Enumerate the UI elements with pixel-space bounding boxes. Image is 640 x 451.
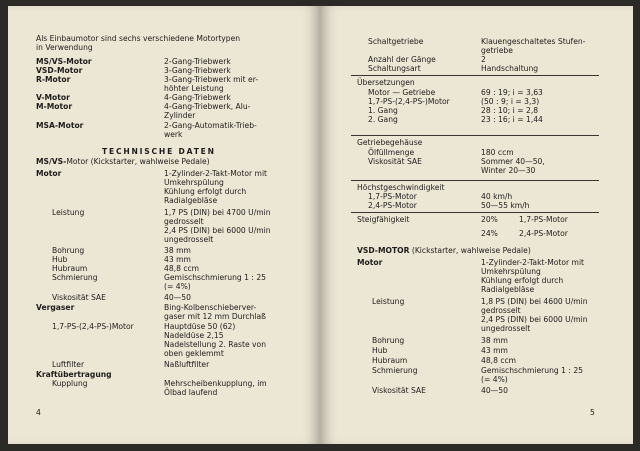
spec-label: Hubraum: [52, 264, 88, 273]
motor-type-desc: 3-Gang-Triebwerk: [164, 66, 231, 75]
gehaeuse-value: Sommer 40—50,: [481, 157, 545, 166]
motor-value: Umkehrspülung: [481, 267, 541, 276]
spec-label: Hubraum: [372, 356, 408, 365]
spec-label: Hub: [52, 255, 68, 264]
hoechst-value: 40 km/h: [481, 192, 513, 201]
hoechst-label: 2,4-PS-Motor: [368, 201, 417, 210]
gaenge-value: 2: [481, 55, 486, 64]
spec-label: Schmierung: [372, 366, 418, 375]
section-title: TECHNISCHE DATEN: [102, 147, 216, 156]
subheading: [36, 158, 210, 167]
spec-value: 48,8 ccm: [481, 356, 517, 365]
spec-label: Leistung: [52, 208, 85, 217]
spec-label: Hub: [372, 346, 388, 355]
motor-type-desc: 2-Gang-Triebwerk: [164, 57, 231, 66]
spec-value: 43 mm: [164, 255, 191, 264]
spec-value: gedrosselt: [164, 217, 204, 226]
spec-label: Leistung: [372, 297, 405, 306]
spec-label: Bohrung: [372, 336, 405, 345]
spec-value: 43 mm: [481, 346, 508, 355]
divider: [351, 75, 599, 76]
uebersetzung-label: 1,7-PS-(2,4-PS-)Motor: [368, 97, 450, 106]
motor-type-desc: 3-Gang-Triebwerk mit er-: [164, 75, 259, 84]
gehaeuse-title: Getriebegehäuse: [357, 138, 423, 147]
spec-value: ungedrosselt: [164, 235, 214, 244]
steig-motor: 1,7-PS-Motor: [519, 215, 568, 224]
spec-label: Bohrung: [52, 246, 85, 255]
hoechst-title: Höchstgeschwindigkeit: [357, 183, 445, 192]
motor-type-desc: 4-Gang-Triebwerk: [164, 93, 231, 102]
spec-value: 1,7 PS (DIN) bei 4700 U/min: [164, 208, 271, 217]
spec-value: (= 4%): [164, 282, 191, 291]
divider: [351, 180, 599, 181]
gehaeuse-label: Viskosität SAE: [368, 157, 422, 166]
motor-type-desc: 2-Gang-Automatik-Trieb-: [164, 121, 257, 130]
vergaser-value: Bing-Kolbenschieberver-: [164, 303, 257, 312]
motor-value: 1-Zylinder-2-Takt-Motor mit: [481, 258, 585, 267]
spec-value: 2,4 PS (DIN) bei 6000 U/min: [164, 226, 271, 235]
uebersetzungen-title: Übersetzungen: [357, 78, 415, 87]
schaltgetriebe-label: Schaltgetriebe: [368, 37, 424, 46]
vergaser-sub-value: Hauptdüse 50 (62): [164, 322, 236, 331]
motor-label: Motor: [357, 258, 383, 267]
spec-value: 40—50: [164, 293, 191, 302]
uebersetzung-value: 28 : 10; i = 2,8: [481, 106, 539, 115]
uebersetzung-label: 2. Gang: [368, 115, 398, 124]
intro-line-1: Als Einbaumotor sind sechs verschiedene Motortypen: [36, 34, 241, 43]
spec-value: 38 mm: [481, 336, 508, 345]
schaltgetriebe-value: Klauengeschaltetes Stufen-: [481, 37, 586, 46]
kupplung-value: Mehrscheibenkupplung, im: [164, 379, 267, 388]
spec-value: 2,4 PS (DIN) bei 6000 U/min: [481, 315, 588, 324]
motor-label: Motor: [36, 169, 62, 178]
motor-type-name: R-Motor: [36, 75, 71, 84]
divider: [351, 135, 599, 136]
steig-pct: 20%: [481, 215, 498, 224]
motor-type-desc: werk: [164, 130, 183, 139]
uebersetzung-label: Motor — Getriebe: [368, 88, 436, 97]
spec-value: gedrosselt: [481, 306, 521, 315]
vergaser-sub-label: 1,7-PS-(2,4-PS-)Motor: [52, 322, 134, 331]
motor-type-desc: 4-Gang-Triebwerk, Alu-: [164, 102, 251, 111]
divider: [351, 212, 599, 213]
spec-value: Gemischschmierung 1 : 25: [164, 273, 266, 282]
motor-type-desc: Zylinder: [164, 111, 196, 120]
spec-value: 40—50: [481, 386, 508, 395]
spec-value: ungedrosselt: [481, 324, 531, 333]
motor-type-desc: höhter Leistung: [164, 84, 224, 93]
motor-type-name: MS/VS-Motor: [36, 57, 92, 66]
vergaser-label: Vergaser: [36, 303, 75, 312]
luftfilter-label: Luftfilter: [52, 360, 85, 369]
motor-value: Radialgebläse: [164, 196, 218, 205]
motor-type-name: V-Motor: [36, 93, 70, 102]
subheading-rest: Motor (Kickstarter, wahlweise Pedale): [66, 157, 210, 166]
hoechst-value: 50—55 km/h: [481, 201, 530, 210]
kupplung-label: Kupplung: [52, 379, 88, 388]
uebersetzung-value: (50 : 9; i = 3,3): [481, 97, 540, 106]
uebersetzung-label: 1. Gang: [368, 106, 398, 115]
motor-type-name: M-Motor: [36, 102, 73, 111]
vergaser-sub-value: Nadeldüse 2,15: [164, 331, 224, 340]
spec-label: Viskosität SAE: [372, 386, 426, 395]
motor-value: Kühlung erfolgt durch: [164, 187, 247, 196]
right-page: [321, 6, 633, 444]
motor-value: Kühlung erfolgt durch: [481, 276, 564, 285]
vsd-heading: [357, 247, 531, 256]
intro-line-2: in Verwendung: [36, 43, 93, 52]
spec-label: Schmierung: [52, 273, 98, 282]
page-number: 5: [590, 408, 595, 417]
spec-value: (= 4%): [481, 375, 508, 384]
subheading-bold: MS/VS-: [36, 157, 67, 166]
vergaser-value: gaser mit 12 mm Durchlaß: [164, 312, 266, 321]
gehaeuse-value: Winter 20—30: [481, 166, 536, 175]
steig-pct: 24%: [481, 229, 498, 238]
vsd-heading-bold: VSD-MOTOR: [357, 246, 410, 255]
page-number: 4: [36, 408, 41, 417]
schaltungsart-label: Schaltungsart: [368, 64, 421, 73]
vergaser-sub-value: oben geklemmt: [164, 349, 224, 358]
motor-type-name: VSD-Motor: [36, 66, 83, 75]
spec-value: Gemischschmierung 1 : 25: [481, 366, 583, 375]
spec-value: 38 mm: [164, 246, 191, 255]
vergaser-sub-value: Nadelstellung 2. Raste von: [164, 340, 267, 349]
schaltgetriebe-value: getriebe: [481, 46, 513, 55]
kupplung-value: Ölbad laufend: [164, 388, 218, 397]
schaltungsart-value: Handschaltung: [481, 64, 539, 73]
spec-value: 1,8 PS (DIN) bei 4600 U/min: [481, 297, 588, 306]
luftfilter-value: Naßluftfilter: [164, 360, 210, 369]
spec-label: Viskosität SAE: [52, 293, 106, 302]
steig-label: Steigfähigkeit: [357, 215, 410, 224]
motor-value: 1-Zylinder-2-Takt-Motor mit: [164, 169, 268, 178]
gehaeuse-value: 180 ccm: [481, 148, 514, 157]
motor-type-name: MSA-Motor: [36, 121, 84, 130]
gaenge-label: Anzahl der Gänge: [368, 55, 436, 64]
vsd-heading-rest: (Kickstarter, wahlweise Pedale): [409, 246, 531, 255]
steig-motor: 2,4-PS-Motor: [519, 229, 568, 238]
kraft-label: Kraftübertragung: [36, 370, 112, 379]
spec-value: 48,8 ccm: [164, 264, 200, 273]
motor-value: Umkehrspülung: [164, 178, 224, 187]
uebersetzung-value: 23 : 16; i = 1,44: [481, 115, 543, 124]
left-page: [8, 6, 319, 444]
motor-value: Radialgebläse: [481, 285, 535, 294]
uebersetzung-value: 69 : 19; i = 3,63: [481, 88, 543, 97]
hoechst-label: 1,7-PS-Motor: [368, 192, 417, 201]
gehaeuse-label: Ölfüllmenge: [368, 148, 415, 157]
